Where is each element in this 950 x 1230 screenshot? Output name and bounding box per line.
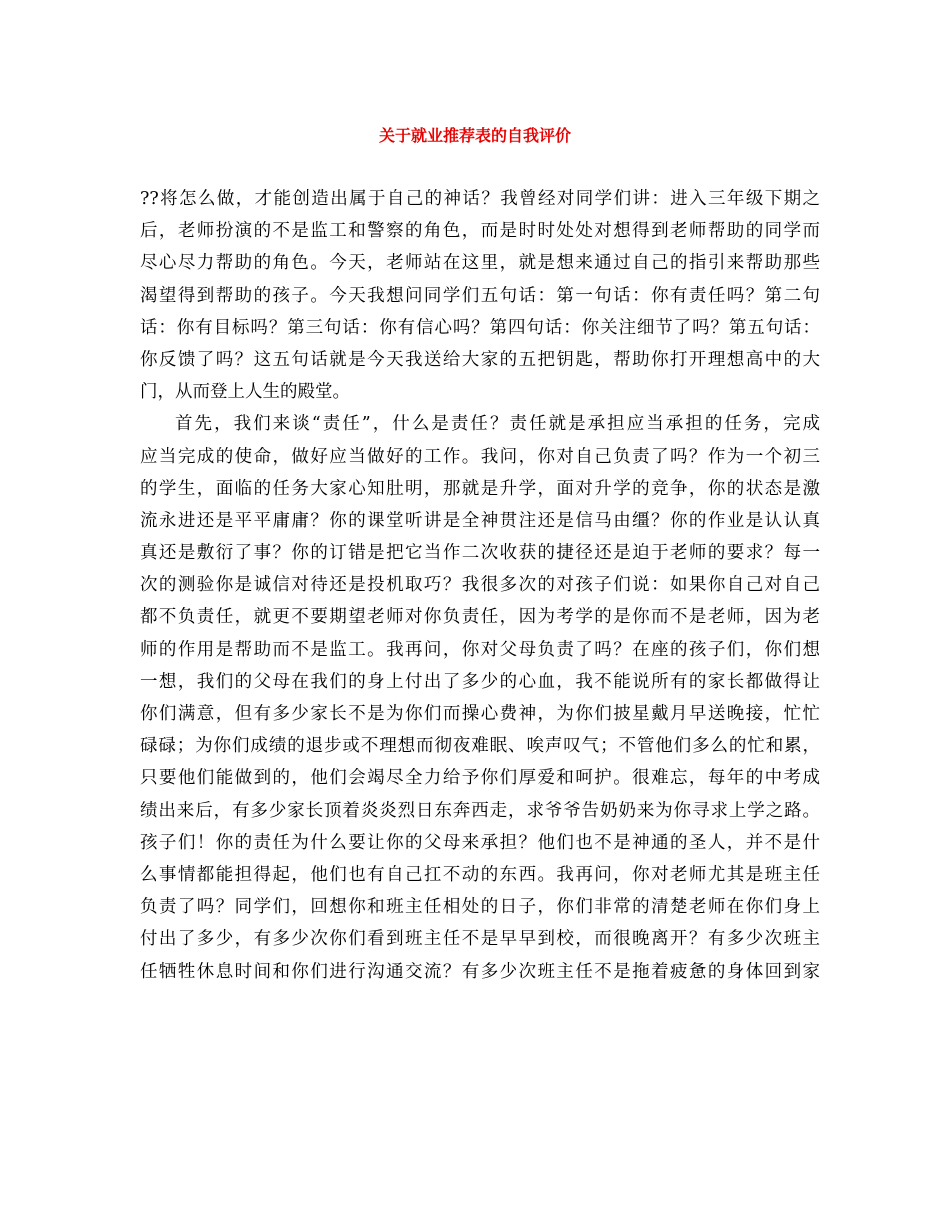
text-line: 应当完成的使命，做好应当做好的工作。我问，你对自己负责了吗？作为一个初三 bbox=[140, 446, 820, 467]
text-line: 渴望得到帮助的孩子。今天我想问同学们五句话：第一句话：你有责任吗？第二句 bbox=[140, 285, 820, 306]
text-line: 付出了多少，有多少次你们看到班主任不是早早到校，而很晚离开？有多少次班主 bbox=[140, 929, 820, 950]
paragraph-1 bbox=[140, 183, 820, 408]
text-line: 首先，我们来谈“责任”，什么是责任？责任就是承担应当承担的任务，完成 bbox=[175, 414, 820, 435]
text-line: 孩子们！你的责任为什么要让你的父母来承担？他们也不是神通的圣人，并不是什 bbox=[140, 832, 820, 853]
text-line: 绩出来后，有多少家长顶着炎炎烈日东奔西走，求爷爷告奶奶来为你寻求上学之路。 bbox=[140, 800, 820, 821]
text-line: 后，老师扮演的不是监工和警察的角色，而是时时处处对想得到老师帮助的同学而 bbox=[140, 221, 820, 242]
text-line: 话：你有目标吗？第三句话：你有信心吗？第四句话：你关注细节了吗？第五句话： bbox=[140, 317, 820, 338]
text-line: 一想，我们的父母在我们的身上付出了多少的心血，我不能说所有的家长都做得让 bbox=[140, 671, 820, 692]
text-line: 么事情都能担得起，他们也有自己扛不动的东西。我再问，你对老师尤其是班主任 bbox=[140, 864, 820, 885]
document-title: 关于就业推荐表的自我评价 bbox=[378, 126, 571, 145]
text-line: 门，从而登上人生的殿堂。 bbox=[140, 382, 350, 403]
text-line: 次的测验你是诚信对待还是投机取巧？我很多次的对孩子们说：如果你自己对自己 bbox=[140, 575, 820, 596]
text-line: 流永进还是平平庸庸？你的课堂听讲是全神贯注还是信马由缰？你的作业是认认真 bbox=[140, 510, 820, 531]
text-line: 真还是敷衍了事？你的订错是把它当作二次收获的捷径还是迫于老师的要求？每一 bbox=[140, 543, 820, 564]
text-line bbox=[140, 988, 820, 1020]
text-line: 负责了吗？同学们，回想你和班主任相处的日子，你们非常的清楚老师在你们身上 bbox=[140, 897, 820, 918]
paragraph-2 bbox=[140, 408, 820, 1020]
text-line: ??将怎么做，才能创造出属于自己的神话？我曾经对同学们讲：进入三年级下期之 bbox=[140, 189, 820, 209]
text-line: 碌碌；为你们成绩的退步或不理想而彻夜难眠、唉声叹气；不管他们多么的忙和累， bbox=[140, 736, 820, 757]
text-line: 只要他们能做到的，他们会竭尽全力给予你们厚爱和呵护。很难忘，每年的中考成 bbox=[140, 768, 820, 789]
text-line: 任牺牲休息时间和你们进行沟通交流？有多少次班主任不是拖着疲惫的身体回到家 bbox=[140, 961, 820, 982]
text-line: 尽心尽力帮助的角色。今天，老师站在这里，就是想来通过自己的指引来帮助那些 bbox=[140, 253, 820, 274]
document-body bbox=[140, 183, 820, 1020]
text-line: 你们满意，但有多少家长不是为你们而操心费神，为你们披星戴月早送晚接，忙忙 bbox=[140, 704, 820, 724]
text-line: 的学生，面临的任务大家心知肚明，那就是升学，面对升学的竞争，你的状态是激 bbox=[140, 478, 820, 499]
text-line: 师的作用是帮助而不是监工。我再问，你对父母负责了吗？在座的孩子们，你们想 bbox=[140, 639, 820, 660]
text-line: 你反馈了吗？这五句话就是今天我送给大家的五把钥匙，帮助你打开理想高中的大 bbox=[140, 349, 820, 370]
text-line: 都不负责任，就更不要期望老师对你负责任，因为考学的是你而不是老师，因为老 bbox=[140, 607, 820, 628]
